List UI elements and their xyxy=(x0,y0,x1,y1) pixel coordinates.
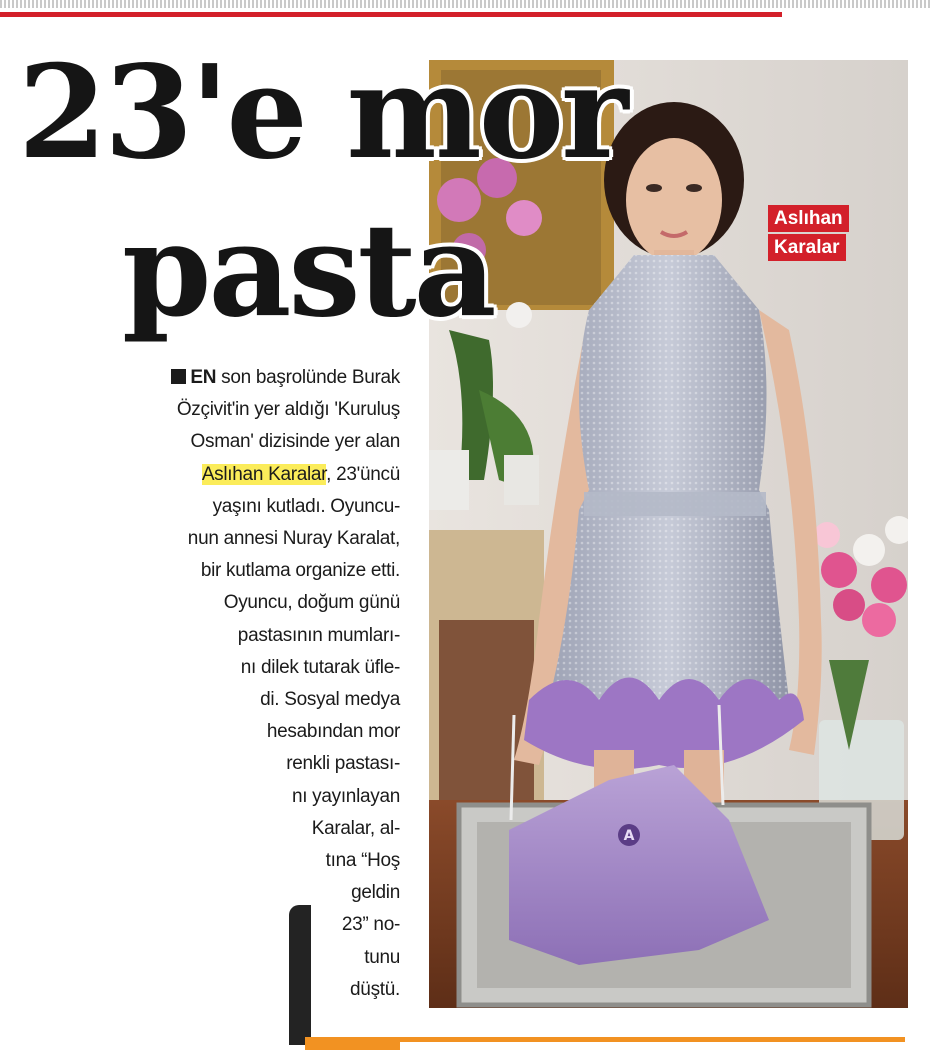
article-line-text: nı dilek tutarak üfle- xyxy=(240,656,400,678)
article-line-text: Osman' dizisinde yer alan xyxy=(190,431,400,453)
article-line-text: bir kutlama organize etti. xyxy=(200,560,400,582)
article-line xyxy=(110,620,400,652)
headline-line-2: pasta xyxy=(122,196,494,346)
article-line xyxy=(110,813,400,845)
photo-illustration xyxy=(429,60,908,1008)
article-line xyxy=(110,587,400,619)
bullet-square-icon xyxy=(171,369,186,384)
article-line xyxy=(110,426,400,458)
article-line xyxy=(110,845,400,877)
cake-initial: A xyxy=(623,828,635,844)
article-line-text: di. Sosyal medya xyxy=(260,689,400,711)
article-photo xyxy=(429,60,908,1008)
photo-name-tag-line-2: Karalar xyxy=(768,234,846,261)
article-line xyxy=(110,877,400,909)
article-line xyxy=(110,716,400,748)
article-line-text: Özçivit'in yer aldığı 'Kuruluş xyxy=(176,399,400,421)
article-line-text: Karalar, al- xyxy=(311,817,400,839)
article-line-text: tına “Hoş xyxy=(325,850,400,872)
article-line-text: geldin xyxy=(351,882,400,904)
headline-line-1: 23'e mor xyxy=(18,38,626,188)
article-line xyxy=(110,942,400,974)
highlighted-name: Aslıhan Karalar xyxy=(201,463,327,485)
article-line xyxy=(110,459,400,491)
photo-name-tag-line-1: Aslıhan xyxy=(768,205,849,232)
article-line-text: 23” no- xyxy=(341,914,400,936)
article-line xyxy=(110,684,400,716)
article-line-text: Oyuncu, doğum günü xyxy=(223,592,400,614)
article-line xyxy=(110,394,400,426)
article-line-text: nun annesi Nuray Karalat, xyxy=(187,528,400,550)
article-line xyxy=(110,974,400,1006)
adjacent-photo-edge xyxy=(289,905,311,1045)
article-line-text: son başrolünde Burak xyxy=(216,367,400,388)
article-line-text: hesabından mor xyxy=(266,721,400,743)
article-line-text: yaşını kutladı. Oyuncu- xyxy=(212,495,400,517)
article-line-text: pastasının mumları- xyxy=(237,624,400,646)
article-line xyxy=(110,491,400,523)
article-body xyxy=(110,362,400,1006)
article-line-text: düştü. xyxy=(350,978,400,1000)
article-line xyxy=(110,652,400,684)
article-line-text: renkli pastası- xyxy=(286,753,400,775)
article-line xyxy=(110,362,400,394)
bottom-orange-block xyxy=(305,1037,400,1050)
article-line-text: nı yayınlayan xyxy=(291,785,400,807)
article-lead-word: EN xyxy=(190,367,217,388)
section-red-rule xyxy=(0,12,782,17)
article-line-text: tunu xyxy=(364,946,400,968)
top-pattern-stripe xyxy=(0,0,931,8)
article-line xyxy=(110,748,400,780)
article-line xyxy=(110,909,400,941)
article-line xyxy=(110,555,400,587)
photo-name-tag xyxy=(768,205,849,261)
article-line xyxy=(110,523,400,555)
article-line xyxy=(110,781,400,813)
article-line-text: , 23'üncü xyxy=(326,463,400,485)
